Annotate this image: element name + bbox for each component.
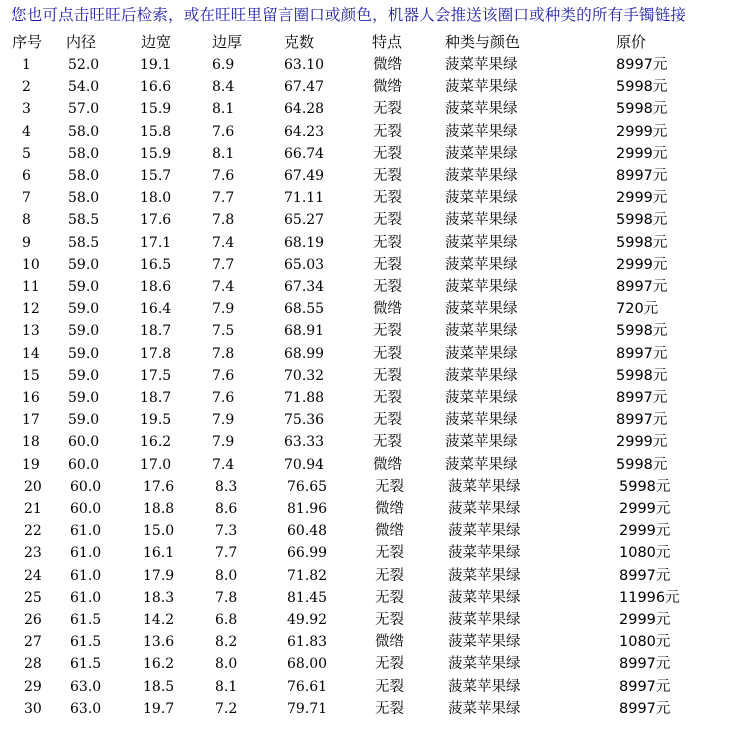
- cell-price: 2999元: [616, 123, 668, 140]
- cell-inner-diameter: 52.0: [68, 57, 100, 73]
- cell-inner-diameter: 59.0: [68, 301, 100, 318]
- cell-inner-diameter: 61.0: [70, 567, 102, 584]
- cell-band-thickness: 8.3: [215, 478, 238, 495]
- cell-feature: 微绺: [373, 79, 402, 96]
- table-row: [0, 387, 750, 409]
- cell-inner-diameter: 59.0: [68, 390, 100, 406]
- cell-band-thickness: 7.9: [212, 412, 235, 429]
- cell-band-width: 16.6: [140, 79, 172, 96]
- cell-index: 11: [22, 279, 40, 295]
- cell-inner-diameter: 63.0: [70, 700, 102, 717]
- cell-band-thickness: 8.0: [215, 656, 238, 673]
- cell-type-color: 菠菜苹果绿: [448, 545, 521, 562]
- cell-band-width: 18.5: [143, 678, 175, 695]
- cell-price: 5998元: [616, 79, 668, 96]
- cell-feature: 无裂: [373, 390, 402, 406]
- cell-price: 8997元: [616, 168, 668, 184]
- cell-index: 22: [24, 523, 42, 540]
- cell-index: 25: [24, 589, 42, 606]
- cell-weight: 68.91: [284, 323, 325, 340]
- cell-feature: 无裂: [373, 412, 402, 429]
- cell-band-thickness: 8.4: [212, 79, 235, 96]
- cell-weight: 68.00: [287, 656, 328, 673]
- cell-type-color: 菠菜苹果绿: [448, 589, 521, 606]
- table-row: [0, 431, 750, 453]
- cell-inner-diameter: 57.0: [68, 101, 100, 118]
- table-row: [0, 343, 750, 365]
- cell-index: 21: [24, 501, 42, 517]
- table-row: [0, 165, 750, 187]
- cell-inner-diameter: 59.0: [68, 345, 100, 362]
- cell-price: 5998元: [619, 478, 671, 495]
- table-row: [0, 565, 750, 587]
- cell-band-width: 17.6: [143, 478, 175, 495]
- cell-band-width: 17.0: [140, 456, 172, 473]
- cell-type-color: 菠菜苹果绿: [448, 478, 521, 495]
- cell-type-color: 菠菜苹果绿: [448, 501, 521, 517]
- cell-band-thickness: 7.7: [212, 190, 235, 207]
- cell-index: 7: [22, 190, 31, 207]
- cell-feature: 无裂: [373, 234, 402, 251]
- cell-type-color: 菠菜苹果绿: [445, 390, 518, 406]
- cell-inner-diameter: 61.5: [70, 612, 102, 628]
- cell-index: 27: [24, 634, 42, 651]
- table-row: [0, 365, 750, 387]
- cell-price: 8997元: [616, 390, 668, 406]
- cell-inner-diameter: 61.0: [70, 589, 102, 606]
- cell-inner-diameter: 61.0: [70, 545, 102, 562]
- cell-band-thickness: 8.2: [215, 634, 238, 651]
- cell-feature: 微绺: [375, 523, 404, 540]
- cell-feature: 无裂: [375, 589, 404, 606]
- cell-type-color: 菠菜苹果绿: [445, 79, 518, 96]
- table-row: [0, 653, 750, 675]
- cell-price: 8997元: [616, 412, 668, 429]
- cell-feature: 无裂: [375, 612, 404, 628]
- cell-inner-diameter: 60.0: [68, 456, 100, 473]
- cell-band-thickness: 7.8: [215, 589, 238, 606]
- cell-index: 12: [22, 301, 40, 318]
- cell-index: 30: [24, 700, 42, 717]
- cell-weight: 68.19: [284, 234, 325, 251]
- cell-index: 20: [24, 478, 42, 495]
- cell-band-width: 13.6: [143, 634, 175, 651]
- cell-weight: 75.36: [284, 412, 325, 429]
- cell-band-thickness: 7.6: [212, 123, 235, 140]
- cell-price: 2999元: [616, 145, 668, 162]
- cell-band-width: 16.4: [140, 301, 172, 318]
- cell-band-width: 16.2: [143, 656, 175, 673]
- cell-inner-diameter: 59.0: [68, 256, 100, 273]
- cell-price: 5998元: [616, 234, 668, 251]
- cell-price: 8997元: [616, 57, 668, 73]
- cell-band-width: 16.5: [140, 256, 172, 273]
- table-row: [0, 76, 750, 98]
- cell-weight: 71.11: [284, 190, 325, 207]
- cell-feature: 无裂: [373, 101, 402, 118]
- cell-weight: 65.03: [284, 256, 325, 273]
- cell-band-width: 15.9: [140, 101, 172, 118]
- cell-weight: 76.65: [287, 478, 328, 495]
- cell-index: 29: [24, 678, 42, 695]
- cell-feature: 无裂: [375, 678, 404, 695]
- cell-type-color: 菠菜苹果绿: [448, 700, 521, 717]
- cell-weight: 71.88: [284, 390, 325, 406]
- table-row: [0, 409, 750, 431]
- cell-price: 5998元: [616, 456, 668, 473]
- cell-price: 11996元: [619, 589, 680, 606]
- cell-index: 28: [24, 656, 42, 673]
- cell-index: 15: [22, 367, 40, 384]
- col-header-feature: 特点: [372, 33, 403, 51]
- table-row: [0, 698, 750, 720]
- cell-feature: 微绺: [375, 501, 404, 517]
- cell-band-width: 17.9: [143, 567, 175, 584]
- cell-feature: 无裂: [373, 123, 402, 140]
- cell-type-color: 菠菜苹果绿: [448, 656, 521, 673]
- cell-band-width: 18.0: [140, 190, 172, 207]
- cell-inner-diameter: 58.0: [68, 145, 100, 162]
- cell-price: 2999元: [619, 501, 671, 517]
- cell-weight: 64.28: [284, 101, 325, 118]
- cell-weight: 63.10: [284, 57, 325, 73]
- cell-band-thickness: 8.6: [215, 501, 238, 517]
- table-row: [0, 298, 750, 320]
- cell-inner-diameter: 59.0: [68, 412, 100, 429]
- cell-band-thickness: 6.8: [215, 612, 238, 628]
- cell-weight: 68.55: [284, 301, 325, 318]
- cell-band-thickness: 7.5: [212, 323, 235, 340]
- cell-price: 8997元: [619, 700, 671, 717]
- cell-type-color: 菠菜苹果绿: [445, 345, 518, 362]
- cell-feature: 无裂: [373, 145, 402, 162]
- cell-weight: 79.71: [287, 700, 328, 717]
- cell-type-color: 菠菜苹果绿: [448, 678, 521, 695]
- cell-feature: 无裂: [373, 367, 402, 384]
- cell-type-color: 菠菜苹果绿: [445, 123, 518, 140]
- cell-band-width: 17.5: [140, 367, 172, 384]
- cell-feature: 无裂: [375, 545, 404, 562]
- cell-type-color: 菠菜苹果绿: [445, 279, 518, 295]
- cell-type-color: 菠菜苹果绿: [445, 57, 518, 73]
- cell-weight: 64.23: [284, 123, 325, 140]
- cell-price: 8997元: [616, 345, 668, 362]
- cell-band-width: 18.6: [140, 279, 172, 295]
- cell-band-thickness: 8.1: [215, 678, 238, 695]
- cell-feature: 微绺: [373, 57, 402, 73]
- table-row: [0, 476, 750, 498]
- cell-feature: 无裂: [373, 256, 402, 273]
- cell-index: 10: [22, 256, 40, 273]
- cell-weight: 81.96: [287, 501, 328, 517]
- cell-inner-diameter: 61.0: [70, 523, 102, 540]
- cell-index: 6: [22, 168, 31, 184]
- cell-price: 1080元: [619, 545, 671, 562]
- cell-inner-diameter: 60.0: [68, 434, 100, 451]
- cell-band-width: 18.7: [140, 390, 172, 406]
- cell-band-width: 16.2: [140, 434, 172, 451]
- table-row: [0, 187, 750, 209]
- cell-band-width: 16.1: [143, 545, 175, 562]
- cell-inner-diameter: 59.0: [68, 279, 100, 295]
- cell-band-width: 15.7: [140, 168, 172, 184]
- cell-band-thickness: 7.9: [212, 434, 235, 451]
- cell-type-color: 菠菜苹果绿: [445, 212, 518, 229]
- cell-feature: 无裂: [373, 345, 402, 362]
- cell-index: 18: [22, 434, 40, 451]
- cell-band-thickness: 7.2: [215, 700, 238, 717]
- cell-price: 2999元: [616, 190, 668, 207]
- cell-weight: 67.47: [284, 79, 325, 96]
- cell-feature: 无裂: [373, 212, 402, 229]
- cell-inner-diameter: 58.0: [68, 123, 100, 140]
- cell-weight: 49.92: [287, 612, 328, 628]
- cell-inner-diameter: 58.0: [68, 190, 100, 207]
- cell-inner-diameter: 61.5: [70, 656, 102, 673]
- cell-index: 4: [22, 123, 31, 140]
- cell-index: 3: [22, 101, 31, 118]
- cell-band-width: 19.5: [140, 412, 172, 429]
- cell-feature: 无裂: [375, 656, 404, 673]
- table-row: [0, 232, 750, 254]
- cell-index: 5: [22, 145, 31, 162]
- cell-type-color: 菠菜苹果绿: [445, 323, 518, 340]
- cell-band-thickness: 7.6: [212, 168, 235, 184]
- cell-band-width: 19.7: [143, 700, 175, 717]
- cell-weight: 61.83: [287, 634, 328, 651]
- cell-weight: 67.49: [284, 168, 325, 184]
- table-row: [0, 631, 750, 653]
- cell-weight: 60.48: [287, 523, 328, 540]
- cell-price: 720元: [616, 301, 659, 318]
- cell-feature: 无裂: [375, 567, 404, 584]
- cell-type-color: 菠菜苹果绿: [445, 145, 518, 162]
- cell-price: 8997元: [619, 656, 671, 673]
- cell-price: 8997元: [619, 567, 671, 584]
- cell-type-color: 菠菜苹果绿: [448, 634, 521, 651]
- cell-weight: 66.74: [284, 145, 325, 162]
- cell-index: 1: [22, 57, 31, 73]
- cell-band-thickness: 8.0: [215, 567, 238, 584]
- cell-feature: 微绺: [373, 301, 402, 318]
- cell-band-width: 14.2: [143, 612, 175, 628]
- cell-type-color: 菠菜苹果绿: [448, 523, 521, 540]
- cell-price: 5998元: [616, 101, 668, 118]
- cell-band-thickness: 7.4: [212, 234, 235, 251]
- table-row: [0, 209, 750, 231]
- cell-band-thickness: 8.1: [212, 101, 235, 118]
- cell-index: 26: [24, 612, 42, 628]
- cell-type-color: 菠菜苹果绿: [445, 367, 518, 384]
- cell-price: 8997元: [619, 678, 671, 695]
- col-header-price: 原价: [616, 33, 647, 51]
- cell-type-color: 菠菜苹果绿: [445, 412, 518, 429]
- cell-band-thickness: 7.6: [212, 367, 235, 384]
- table-row: [0, 254, 750, 276]
- cell-feature: 无裂: [373, 434, 402, 451]
- cell-type-color: 菠菜苹果绿: [445, 256, 518, 273]
- table-row: [0, 609, 750, 631]
- cell-band-thickness: 7.7: [212, 256, 235, 273]
- cell-index: 23: [24, 545, 42, 562]
- cell-inner-diameter: 63.0: [70, 678, 102, 695]
- cell-inner-diameter: 58.5: [68, 234, 100, 251]
- cell-weight: 65.27: [284, 212, 325, 229]
- cell-band-thickness: 7.7: [215, 545, 238, 562]
- col-header-band-thickness: 边厚: [212, 33, 243, 51]
- table-row: [0, 454, 750, 476]
- cell-inner-diameter: 58.0: [68, 168, 100, 184]
- cell-band-thickness: 7.8: [212, 345, 235, 362]
- cell-band-width: 18.8: [143, 501, 175, 517]
- cell-band-width: 17.8: [140, 345, 172, 362]
- cell-band-width: 17.1: [140, 234, 172, 251]
- cell-inner-diameter: 60.0: [70, 478, 102, 495]
- cell-band-width: 15.8: [140, 123, 172, 140]
- cell-type-color: 菠菜苹果绿: [445, 101, 518, 118]
- cell-price: 8997元: [616, 279, 668, 295]
- cell-price: 2999元: [616, 434, 668, 451]
- cell-index: 17: [22, 412, 40, 429]
- cell-type-color: 菠菜苹果绿: [448, 567, 521, 584]
- table-row: [0, 542, 750, 564]
- table-header-row: [0, 31, 750, 53]
- cell-feature: 无裂: [373, 323, 402, 340]
- cell-band-width: 18.7: [140, 323, 172, 340]
- col-header-index: 序号: [12, 33, 43, 51]
- table-row: [0, 676, 750, 698]
- cell-inner-diameter: 59.0: [68, 367, 100, 384]
- cell-index: 14: [22, 345, 40, 362]
- search-tip-banner: 您也可点击旺旺后检索，或在旺旺里留言圈口或颜色，机器人会推送该圈口或种类的所有手镯链接: [11, 6, 687, 24]
- cell-weight: 81.45: [287, 589, 328, 606]
- cell-band-thickness: 7.4: [212, 279, 235, 295]
- cell-band-thickness: 7.6: [212, 390, 235, 406]
- cell-weight: 70.32: [284, 367, 325, 384]
- cell-band-thickness: 6.9: [212, 57, 235, 73]
- cell-price: 5998元: [616, 367, 668, 384]
- table-row: [0, 143, 750, 165]
- cell-weight: 76.61: [287, 678, 328, 695]
- cell-inner-diameter: 59.0: [68, 323, 100, 340]
- cell-type-color: 菠菜苹果绿: [445, 190, 518, 207]
- cell-inner-diameter: 60.0: [70, 501, 102, 517]
- cell-feature: 无裂: [373, 279, 402, 295]
- col-header-weight: 克数: [284, 33, 315, 51]
- col-header-type-color: 种类与颜色: [445, 33, 521, 51]
- cell-band-thickness: 7.3: [215, 523, 238, 540]
- cell-weight: 70.94: [284, 456, 325, 473]
- cell-band-thickness: 7.8: [212, 212, 235, 229]
- cell-price: 5998元: [616, 212, 668, 229]
- cell-price: 5998元: [616, 323, 668, 340]
- cell-weight: 63.33: [284, 434, 325, 451]
- table-row: [0, 498, 750, 520]
- cell-weight: 67.34: [284, 279, 325, 295]
- col-header-band-width: 边宽: [141, 33, 172, 51]
- col-header-inner-diameter: 内径: [66, 33, 97, 51]
- cell-index: 2: [22, 79, 31, 96]
- cell-feature: 无裂: [373, 168, 402, 184]
- cell-inner-diameter: 58.5: [68, 212, 100, 229]
- cell-type-color: 菠菜苹果绿: [445, 456, 518, 473]
- cell-index: 9: [22, 234, 31, 251]
- table-row: [0, 520, 750, 542]
- cell-type-color: 菠菜苹果绿: [445, 301, 518, 318]
- cell-inner-diameter: 61.5: [70, 634, 102, 651]
- cell-feature: 无裂: [375, 478, 404, 495]
- cell-band-thickness: 8.1: [212, 145, 235, 162]
- cell-price: 2999元: [619, 612, 671, 628]
- cell-band-width: 18.3: [143, 589, 175, 606]
- cell-price: 2999元: [616, 256, 668, 273]
- cell-band-width: 17.6: [140, 212, 172, 229]
- cell-type-color: 菠菜苹果绿: [448, 612, 521, 628]
- table-row: [0, 587, 750, 609]
- table-row: [0, 121, 750, 143]
- cell-band-width: 15.9: [140, 145, 172, 162]
- cell-feature: 微绺: [373, 456, 402, 473]
- table-row: [0, 98, 750, 120]
- cell-feature: 无裂: [373, 190, 402, 207]
- cell-type-color: 菠菜苹果绿: [445, 168, 518, 184]
- cell-index: 8: [22, 212, 31, 229]
- cell-band-thickness: 7.4: [212, 456, 235, 473]
- cell-band-thickness: 7.9: [212, 301, 235, 318]
- cell-index: 13: [22, 323, 40, 340]
- cell-price: 2999元: [619, 523, 671, 540]
- cell-type-color: 菠菜苹果绿: [445, 234, 518, 251]
- table-row: [0, 276, 750, 298]
- cell-weight: 68.99: [284, 345, 325, 362]
- cell-band-width: 19.1: [140, 57, 172, 73]
- cell-weight: 66.99: [287, 545, 328, 562]
- cell-type-color: 菠菜苹果绿: [445, 434, 518, 451]
- cell-price: 1080元: [619, 634, 671, 651]
- cell-index: 19: [22, 456, 40, 473]
- cell-index: 16: [22, 390, 40, 406]
- cell-weight: 71.82: [287, 567, 328, 584]
- cell-index: 24: [24, 567, 42, 584]
- cell-feature: 微绺: [375, 634, 404, 651]
- cell-inner-diameter: 54.0: [68, 79, 100, 96]
- cell-feature: 无裂: [375, 700, 404, 717]
- table-row: [0, 54, 750, 76]
- cell-band-width: 15.0: [143, 523, 175, 540]
- table-row: [0, 320, 750, 342]
